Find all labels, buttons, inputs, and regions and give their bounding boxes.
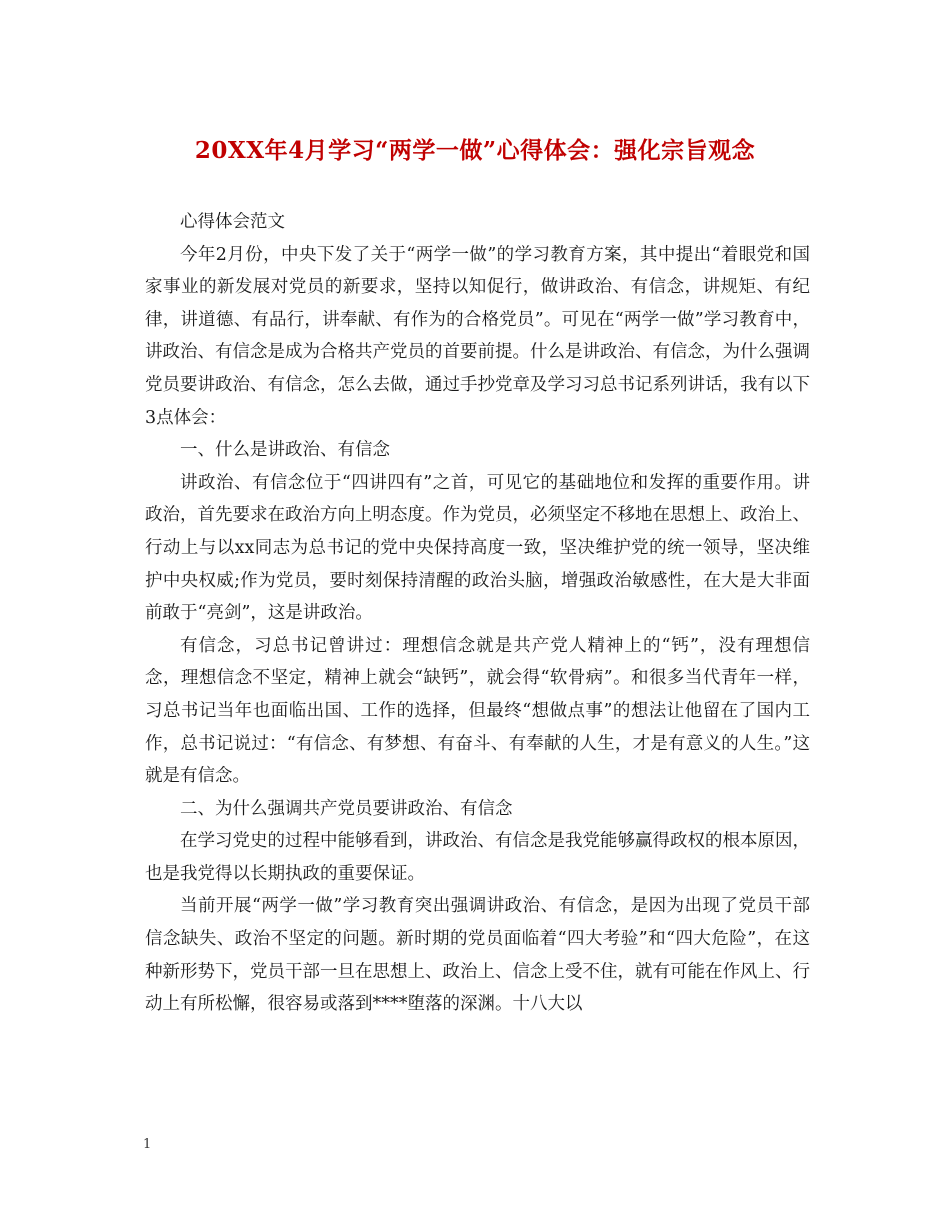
paragraph: 在学习党史的过程中能够看到，讲政治、有信念是我党能够赢得政权的根本原因，也是我党得以长期执政的重要保证。	[145, 831, 810, 884]
paragraph: 有信念，习总书记曾讲过：理想信念就是共产党人精神上的“钙”，没有理想信念，理想信念不坚定，精神上就会“缺钙”，就会得“软骨病”。和很多当代青年一样，习总书记当年也面临出国、工作的选择，但最终“想做点事”的想法让他留在了国内工作，总书记说过：“有信念、有梦想、有奋斗、有奉献的人生，才是有意义的人生。”这就是有信念。	[145, 635, 810, 787]
section-heading: 一、什么是讲政治、有信念	[180, 440, 390, 461]
paragraph: 今年2月份，中央下发了关于“两学一做”的学习教育方案，其中提出“着眼党和国家事业的新发展对党员的新要求，坚持以知促行，做讲政治、有信念，讲规矩、有纪律，讲道德、有品行，讲奉献、有作为的合格党员”。可见在“两学一做”学习教育中，讲政治、有信念是成为合格共产党员的首要前提。什么是讲政治、有信念，为什么强调党员要讲政治、有信念，怎么去做，通过手抄党章及学习习总书记系列讲话，我有以下3点体会：	[145, 244, 810, 428]
paragraph: 当前开展“两学一做”学习教育突出强调讲政治、有信念，是因为出现了党员干部信念缺失、政治不坚定的问题。新时期的党员面临着“四大考验”和“四大危险”，在这种新形势下，党员干部一旦在思想上、政治上、信念上受不住，就有可能在作风上、行动上有所松懈，很容易或落到****堕落的深渊。十八大以	[145, 896, 810, 1015]
page-number: 1	[143, 1137, 152, 1152]
paragraph-subtitle: 心得体会范文	[180, 212, 285, 232]
document-body	[145, 206, 810, 1021]
paragraph: 讲政治、有信念位于“四讲四有”之首，可见它的基础地位和发挥的重要作用。讲政治，首先要求在政治方向上明态度。作为党员，必须坚定不移地在思想上、政治上、行动上与以xx同志为总书记的党中央保持高度一致，坚决维护党的统一领导，坚决维护中央权威;作为党员，要时刻保持清醒的政治头脑，增强政治敏感性，在大是大非面前敢于“亮剑”，这是讲政治。	[145, 472, 810, 624]
document-title: 20XX年4月学习“两学一做”心得体会：强化宗旨观念	[194, 137, 756, 164]
section-heading: 二、为什么强调共产党员要讲政治、有信念	[180, 798, 513, 819]
